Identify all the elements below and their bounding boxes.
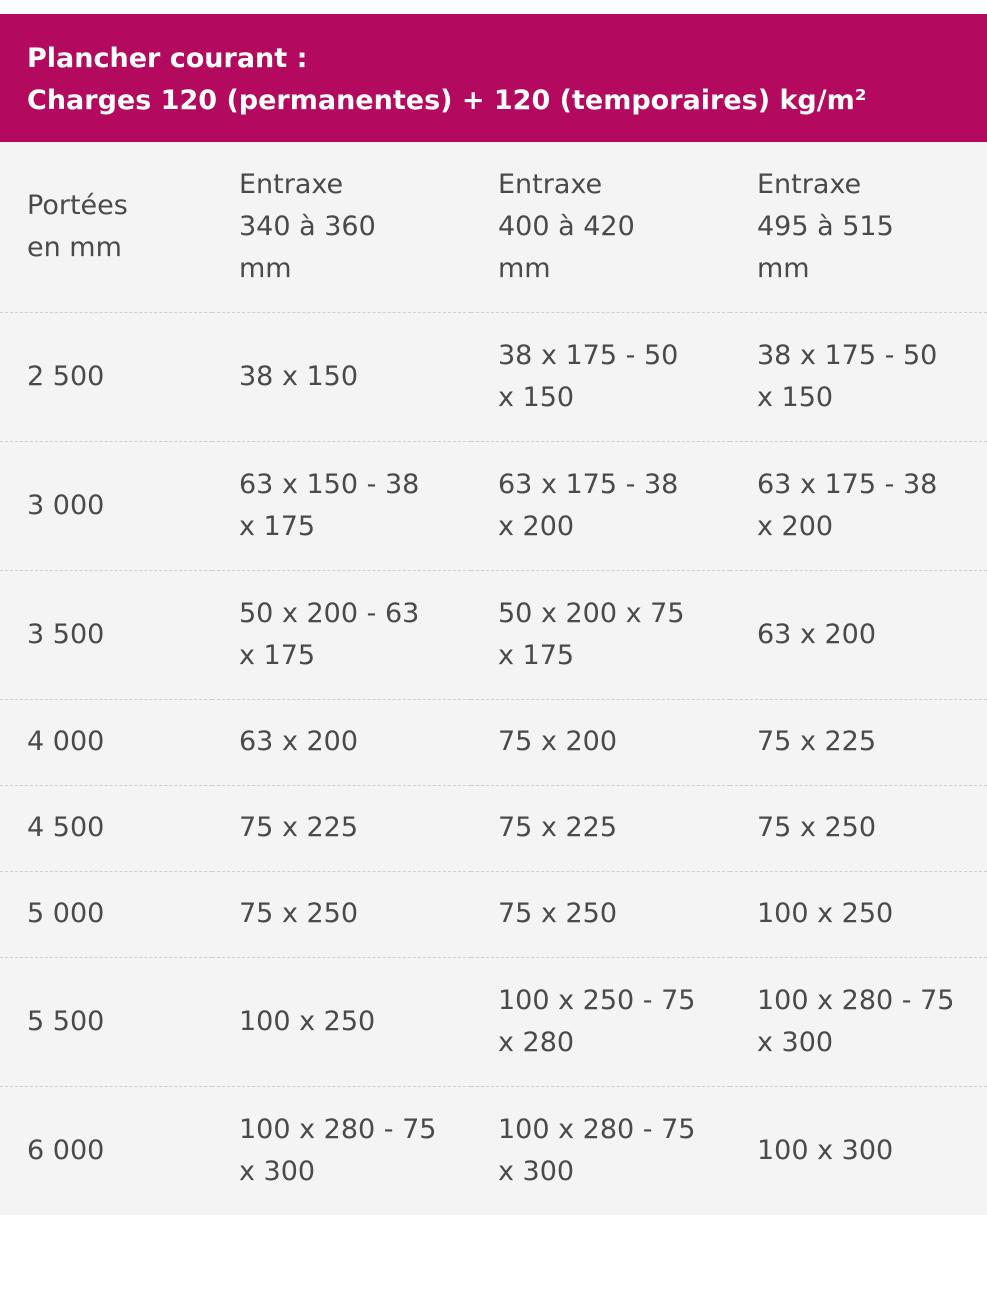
column-header-spacing-3	[730, 142, 987, 312]
section-cell	[212, 570, 471, 699]
table-row	[0, 312, 987, 441]
header-line: Portées	[27, 189, 128, 221]
section-line: 100 x 280 - 75	[239, 1113, 437, 1145]
span-cell: 5 500	[0, 957, 212, 1086]
section-cell	[471, 1086, 730, 1215]
table-row	[0, 785, 987, 871]
span-cell: 4 000	[0, 699, 212, 785]
table-row	[0, 699, 987, 785]
section-line: x 175	[498, 639, 575, 671]
table-row	[0, 957, 987, 1086]
section-line: 100 x 250 - 75	[498, 984, 696, 1016]
section-line: 63 x 200	[757, 618, 877, 650]
section-cell	[212, 699, 471, 785]
section-cell	[471, 312, 730, 441]
section-line: x 150	[498, 381, 575, 413]
column-header-span	[0, 142, 212, 312]
header-line: en mm	[27, 231, 122, 263]
section-cell	[730, 871, 987, 957]
title-line-1: Plancher courant :	[27, 43, 308, 74]
span-cell: 3 000	[0, 441, 212, 570]
section-cell	[730, 1086, 987, 1215]
section-cell	[730, 699, 987, 785]
section-line: x 200	[498, 510, 575, 542]
span-cell: 3 500	[0, 570, 212, 699]
section-cell	[212, 871, 471, 957]
span-cell: 4 500	[0, 785, 212, 871]
header-row	[0, 142, 987, 312]
section-line: 75 x 250	[757, 812, 877, 843]
section-cell	[212, 1086, 471, 1215]
section-line: x 150	[757, 381, 834, 413]
section-cell	[471, 570, 730, 699]
section-line: 63 x 150 - 38	[239, 468, 420, 500]
header-line: Entraxe	[498, 168, 603, 200]
section-line: 63 x 175 - 38	[498, 468, 679, 500]
section-line: 38 x 150	[239, 360, 359, 392]
header-line: mm	[757, 252, 810, 284]
section-cell	[212, 441, 471, 570]
header-line: Entraxe	[757, 168, 862, 200]
section-line: 100 x 280 - 75	[757, 984, 955, 1016]
header-line: mm	[498, 252, 551, 284]
section-cell	[730, 312, 987, 441]
section-line: 38 x 175 - 50	[757, 339, 938, 371]
section-cell	[212, 957, 471, 1086]
section-cell	[212, 785, 471, 871]
section-line: 50 x 200 - 63	[239, 597, 420, 629]
section-cell	[212, 312, 471, 441]
table-title	[0, 14, 987, 142]
section-line: 63 x 175 - 38	[757, 468, 938, 500]
section-line: 100 x 250	[239, 1005, 376, 1037]
section-line: x 300	[239, 1155, 316, 1187]
section-cell	[730, 785, 987, 871]
section-cell	[730, 957, 987, 1086]
joist-span-table-card	[0, 14, 987, 1215]
section-cell	[471, 957, 730, 1086]
section-line: x 280	[498, 1026, 575, 1058]
section-line: x 200	[757, 510, 834, 542]
section-line: 100 x 300	[757, 1134, 894, 1166]
header-line: 400 à 420	[498, 210, 635, 242]
table-row	[0, 570, 987, 699]
section-line: 75 x 225	[498, 812, 618, 843]
section-line: x 175	[239, 639, 316, 671]
table-row	[0, 871, 987, 957]
section-cell	[471, 699, 730, 785]
table-row	[0, 441, 987, 570]
column-header-spacing-2	[471, 142, 730, 312]
section-cell	[471, 871, 730, 957]
section-line: 38 x 175 - 50	[498, 339, 679, 371]
section-line: x 300	[498, 1155, 575, 1187]
header-line: 495 à 515	[757, 210, 894, 242]
section-line: x 175	[239, 510, 316, 542]
table-row	[0, 1086, 987, 1215]
section-line: 75 x 250	[239, 898, 359, 929]
title-line-2: Charges 120 (permanentes) + 120 (temporaires) kg/m²	[27, 85, 867, 116]
section-line: 75 x 200	[498, 726, 618, 757]
span-cell: 6 000	[0, 1086, 212, 1215]
header-line: mm	[239, 252, 292, 284]
section-line: 75 x 250	[498, 898, 618, 929]
section-line: 75 x 225	[757, 726, 877, 757]
header-line: 340 à 360	[239, 210, 376, 242]
section-cell	[730, 570, 987, 699]
section-line: 100 x 250	[757, 898, 894, 929]
section-line: 50 x 200 x 75	[498, 597, 685, 629]
header-line: Entraxe	[239, 168, 344, 200]
section-line: x 300	[757, 1026, 834, 1058]
section-line: 63 x 200	[239, 726, 359, 757]
section-line: 100 x 280 - 75	[498, 1113, 696, 1145]
section-line: 75 x 225	[239, 812, 359, 843]
span-cell: 2 500	[0, 312, 212, 441]
column-header-spacing-1	[212, 142, 471, 312]
span-cell: 5 000	[0, 871, 212, 957]
span-table	[0, 142, 987, 1215]
section-cell	[471, 785, 730, 871]
section-cell	[730, 441, 987, 570]
section-cell	[471, 441, 730, 570]
